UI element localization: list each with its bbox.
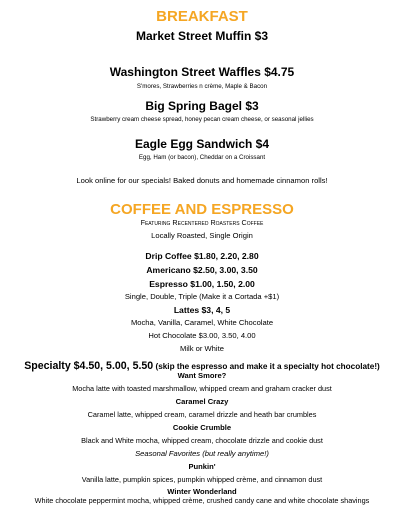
drink-want-smore: Want Smore? bbox=[177, 371, 227, 380]
drink-punkin-desc: Vanilla latte, pumpkin spices, pumpkin whipped crème, and cinnamon dust bbox=[81, 475, 323, 484]
menu-item-egg-sandwich: Eagle Egg Sandwich $4 bbox=[134, 137, 270, 151]
drink-winter-wonderland: Winter Wonderland bbox=[167, 487, 237, 496]
drink-caramel-crazy: Caramel Crazy bbox=[175, 397, 229, 406]
specialty-price: Specialty $4.50, 5.00, 5.50 bbox=[24, 360, 154, 372]
drink-want-smore-desc: Mocha latte with toasted marshmallow, whipped cream and graham cracker dust bbox=[72, 384, 332, 393]
breakfast-heading: BREAKFAST bbox=[156, 8, 248, 25]
menu-item-waffles-desc: S'mores, Strawberries n crème, Maple & Bacon bbox=[136, 83, 268, 90]
espresso-price: Espresso $1.00, 1.50, 2.00 bbox=[149, 279, 255, 289]
menu-item-egg-sandwich-desc: Egg, Ham (or bacon), Cheddar on a Croissant bbox=[138, 154, 266, 161]
seasonal-favorites-label: Seasonal Favorites (but really anytime!) bbox=[135, 449, 269, 458]
menu-item-waffles: Washington Street Waffles $4.75 bbox=[109, 65, 295, 79]
latte-flavors: Mocha, Vanilla, Caramel, White Chocolate bbox=[130, 318, 274, 327]
drink-cookie-crumble-desc: Black and White mocha, whipped cream, chocolate drizzle and cookie dust bbox=[81, 436, 323, 445]
espresso-note: Single, Double, Triple (Make it a Cortada +$1) bbox=[124, 292, 280, 301]
specialty-note: (skip the espresso and make it a specialty hot chocolate!) bbox=[153, 362, 380, 371]
coffee-heading: COFFEE AND ESPRESSO bbox=[110, 201, 294, 218]
drink-caramel-crazy-desc: Caramel latte, whipped cream, caramel drizzle and heath bar crumbles bbox=[87, 410, 317, 419]
drip-coffee-price: Drip Coffee $1.80, 2.20, 2.80 bbox=[145, 251, 259, 261]
americano-price: Americano $2.50, 3.00, 3.50 bbox=[146, 265, 258, 275]
menu-item-bagel: Big Spring Bagel $3 bbox=[145, 99, 259, 113]
milk-options: Milk or White bbox=[180, 344, 224, 353]
drink-punkin: Punkin' bbox=[188, 462, 216, 471]
specials-promo: Look online for our specials! Baked donuts and homemade cinnamon rolls! bbox=[76, 176, 328, 185]
lattes-price: Lattes $3, 4, 5 bbox=[173, 305, 231, 315]
drink-cookie-crumble: Cookie Crumble bbox=[172, 423, 232, 432]
hot-chocolate-price: Hot Chocolate $3.00, 3.50, 4.00 bbox=[148, 331, 256, 340]
featuring-line: Featuring Recentered Roasters Coffee bbox=[140, 218, 264, 227]
menu-item-bagel-desc: Strawberry cream cheese spread, honey pecan cream cheese, or seasonal jellies bbox=[90, 116, 314, 123]
origin-line: Locally Roasted, Single Origin bbox=[151, 231, 253, 240]
drink-winter-wonderland-desc: White chocolate peppermint mocha, whipped crème, crushed candy cane and white chocolate shavings bbox=[34, 496, 370, 505]
menu-item-muffin: Market Street Muffin $3 bbox=[135, 29, 269, 43]
